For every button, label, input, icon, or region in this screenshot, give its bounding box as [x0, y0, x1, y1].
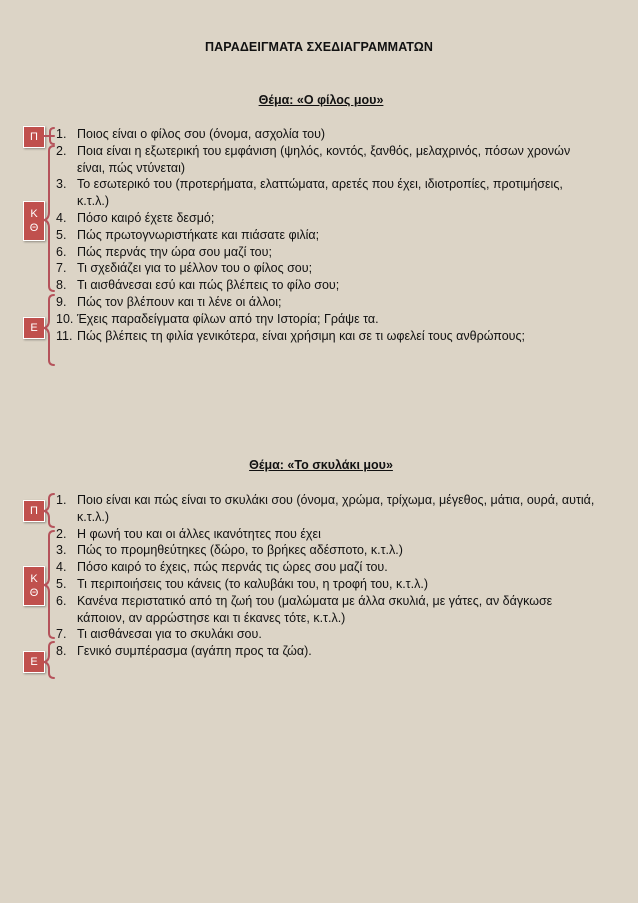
brace-intro — [44, 128, 54, 144]
badge-letter: Ε — [30, 656, 38, 668]
list-item: 6. Κανένα περιστατικό από τη ζωή του (μαλώματα με άλλα σκυλιά, με γάτες, αν δάγκωσε κάποιον, αν αρρώστησε και τι έκανες τότε, κ.τ.λ.) — [56, 593, 553, 625]
list-item: 5. Τι περιποιήσεις του κάνεις (το καλυβάκι του, η τροφή του, κ.τ.λ.) — [56, 576, 428, 591]
badge-letter: Κ — [30, 573, 38, 585]
brace-intro — [44, 494, 54, 527]
list-item: 1. Ποιο είναι και πώς είναι το σκυλάκι σου (όνομα, χρώμα, τρίχωμα, μέγεθος, μάτια, ουρά, αυτιά, κ.τ.λ.) — [56, 493, 595, 524]
list-item: 7. Τι αισθάνεσαι για το σκυλάκι σου. — [56, 627, 262, 642]
list-item: 2. Η φωνή του και οι άλλες ικανότητες που έχει — [56, 526, 321, 541]
badge-letter: Π — [30, 505, 38, 517]
list-item: 7. Τι σχεδιάζει για το μέλλον του ο φίλος σου; — [56, 261, 313, 276]
list-item: 10. Έχεις παραδείγματα φίλων από την Ιστορία; Γράψε τα. — [56, 311, 379, 326]
badge-letter: Π — [30, 131, 38, 143]
list-item: 1. Ποιος είναι ο φίλος σου (όνομα, ασχολία του) — [56, 127, 326, 141]
brace-epilogue — [44, 295, 54, 365]
list-item: 4. Πόσο καιρό έχετε δεσμό; — [56, 210, 215, 225]
brace-epilogue — [44, 642, 54, 678]
list-item: 6. Πώς περνάς την ώρα σου μαζί του; — [56, 244, 272, 259]
list-item: 8. Τι αισθάνεσαι εσύ και πώς βλέπεις το φίλο σου; — [56, 278, 340, 293]
section-heading-dog: Θέμα: «Το σκυλάκι μου» — [249, 458, 393, 472]
badge-letter: Θ — [29, 222, 39, 234]
section-heading-friend: Θέμα: «Ο φίλος μου» — [258, 93, 384, 107]
list-item: 3. Πώς το προμηθεύτηκες (δώρο, το βρήκες αδέσποτο, κ.τ.λ.) — [56, 543, 403, 558]
badge-letter: Ε — [30, 322, 38, 334]
list-item: 9. Πώς τον βλέπουν και τι λένε οι άλλοι; — [56, 294, 282, 309]
list-item: 3. Το εσωτερικό του (προτερήματα, ελαττώματα, αρετές που έχει, ιδιοτροπίες, προτιμήσεις, κ.τ.λ.) — [56, 177, 563, 209]
brace-main-body — [44, 146, 54, 291]
badge-letter: Θ — [29, 587, 39, 599]
list-item: 2. Ποια είναι η εξωτερική του εμφάνιση (ψηλός, κοντός, ξανθός, μελαχρινός, πόσων χρονών είναι, πώς ντύνεται) — [56, 143, 571, 175]
badge-letter: Κ — [30, 208, 38, 220]
page-title: ΠΑΡΑΔΕΙΓΜΑΤΑ ΣΧΕΔΙΑΓΡΑΜΜΑΤΩΝ — [204, 40, 434, 54]
list-item: 8. Γενικό συμπέρασμα (αγάπη προς τα ζώα). — [56, 644, 312, 659]
list-item: 5. Πώς πρωτογνωριστήκατε και πιάσατε φιλία; — [56, 227, 320, 242]
list-item: 11. Πώς βλέπεις τη φιλία γενικότερα, είναι χρήσιμη και σε τι ωφελεί τους ανθρώπους; — [56, 328, 526, 343]
list-item: 4. Πόσο καιρό το έχεις, πώς περνάς τις ώρες σου μαζί του. — [56, 560, 388, 575]
brace-main-body — [44, 531, 54, 638]
